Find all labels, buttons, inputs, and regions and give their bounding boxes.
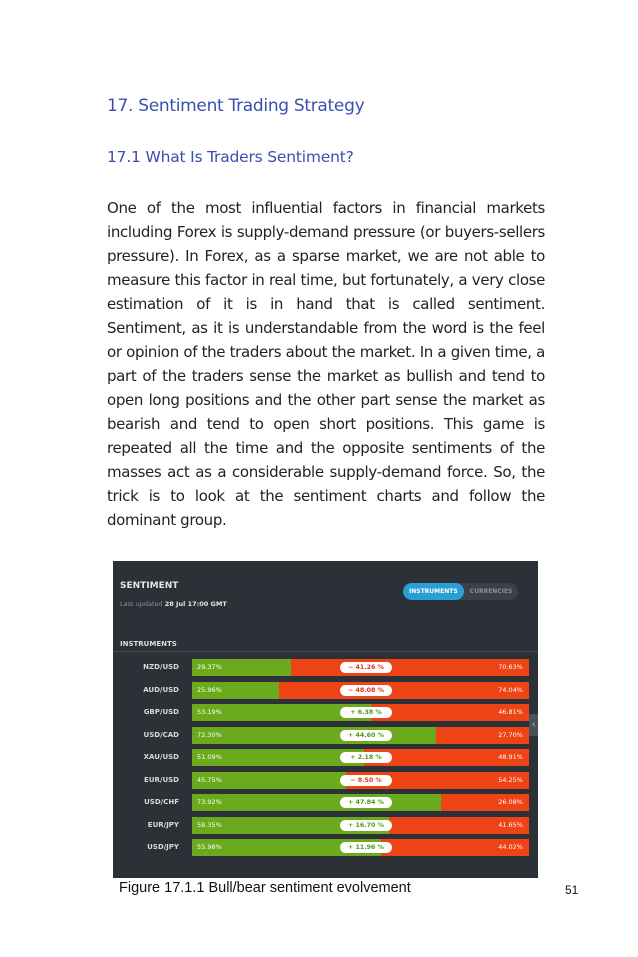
subsection-heading: 17.1 What Is Traders Sentiment? <box>107 148 354 166</box>
last-updated-label: Last updated <box>120 600 163 608</box>
bear-bar <box>192 772 529 789</box>
pair-label: USD/CAD <box>143 730 179 739</box>
long-percent: 73.92% <box>197 798 222 806</box>
net-change-badge: + 2.18 % <box>340 752 392 763</box>
sentiment-row <box>113 727 538 748</box>
sentiment-row <box>113 772 538 793</box>
section-heading: 17. Sentiment Trading Strategy <box>107 96 365 116</box>
sentiment-row <box>113 682 538 703</box>
pair-label: NZD/USD <box>143 663 179 671</box>
section-label: INSTRUMENTS <box>120 640 177 648</box>
widget-title: SENTIMENT <box>120 581 179 591</box>
long-percent: 25.96% <box>197 685 222 694</box>
short-percent: 41.65% <box>498 820 523 829</box>
long-percent: 29.37% <box>197 663 222 671</box>
bear-bar <box>192 727 529 744</box>
long-percent: 53.19% <box>197 708 222 716</box>
last-updated <box>120 600 227 608</box>
net-change-badge: + 44.60 % <box>340 730 392 741</box>
short-percent: 48.91% <box>498 753 523 761</box>
long-percent: 72.30% <box>197 730 222 739</box>
bear-bar <box>192 682 529 699</box>
sentiment-row <box>113 794 538 815</box>
short-percent: 46.81% <box>498 708 523 716</box>
view-toggle[interactable] <box>403 583 518 600</box>
net-change-badge: + 11.96 % <box>340 842 392 853</box>
pair-label: EUR/USD <box>144 775 179 784</box>
page-number: 51 <box>565 883 579 897</box>
toggle-instruments[interactable]: INSTRUMENTS <box>403 583 464 600</box>
long-percent: 55.98% <box>197 843 222 851</box>
pair-label: USD/JPY <box>147 843 179 851</box>
bear-bar <box>192 659 529 676</box>
sentiment-row <box>113 817 538 838</box>
short-percent: 44.02% <box>498 843 523 851</box>
body-paragraph: One of the most influential factors in financial markets including Forex is supply-demand pressure (or buyers-sellers pressure). In Forex, as a sparse market, we are not able to measure this factor in real time, but fortunately, a very close estimation of it is in hand that is called sentiment. Sentiment, as it is understandable from the word is the feel or opinion of the traders about the market. In a given time, a part of the traders sense the market as bullish and tend to open long positions and the other part sense the market as bearish and tend to open short positions. This game is repeated all the time and the opposite sentiments of the masses act as a considerable supply-demand force. So, the trick is to look at the sentiment charts and follow the dominant group. <box>107 199 545 529</box>
pair-label: XAU/USD <box>143 753 179 761</box>
net-change-badge: + 47.84 % <box>340 797 392 808</box>
chevron-left-icon[interactable]: ‹ <box>529 714 538 736</box>
short-percent: 27.70% <box>498 730 523 739</box>
bear-bar <box>192 749 529 766</box>
sentiment-rows <box>113 659 538 862</box>
pair-label: AUD/USD <box>143 685 179 694</box>
sentiment-row <box>113 749 538 770</box>
net-change-badge: − 48.08 % <box>340 685 392 696</box>
bull-bar <box>192 727 436 744</box>
bear-bar <box>192 704 529 721</box>
bear-bar <box>192 839 529 856</box>
figure-caption: Figure 17.1.1 Bull/bear sentiment evolvement <box>119 880 411 896</box>
sentiment-row <box>113 839 538 860</box>
long-percent: 45.75% <box>197 775 222 784</box>
bear-bar <box>192 794 529 811</box>
pair-label: EUR/JPY <box>147 820 179 829</box>
sentiment-widget <box>113 561 538 878</box>
short-percent: 74.04% <box>498 685 523 694</box>
divider <box>113 651 538 652</box>
net-change-badge: + 6.38 % <box>340 707 392 718</box>
short-percent: 70.63% <box>498 663 523 671</box>
pair-label: USD/CHF <box>144 798 179 806</box>
sentiment-row <box>113 659 538 680</box>
bear-bar <box>192 817 529 834</box>
long-percent: 58.35% <box>197 820 222 829</box>
net-change-badge: − 8.50 % <box>340 775 392 786</box>
long-percent: 51.09% <box>197 753 222 761</box>
toggle-currencies[interactable]: CURRENCIES <box>469 588 513 595</box>
short-percent: 26.08% <box>498 798 523 806</box>
last-updated-value: 28 Jul 17:00 GMT <box>164 600 227 608</box>
bull-bar <box>192 794 441 811</box>
sentiment-row <box>113 704 538 725</box>
net-change-badge: + 16.70 % <box>340 820 392 831</box>
pair-label: GBP/USD <box>143 708 179 716</box>
short-percent: 54.25% <box>498 775 523 784</box>
net-change-badge: − 41.26 % <box>340 662 392 673</box>
